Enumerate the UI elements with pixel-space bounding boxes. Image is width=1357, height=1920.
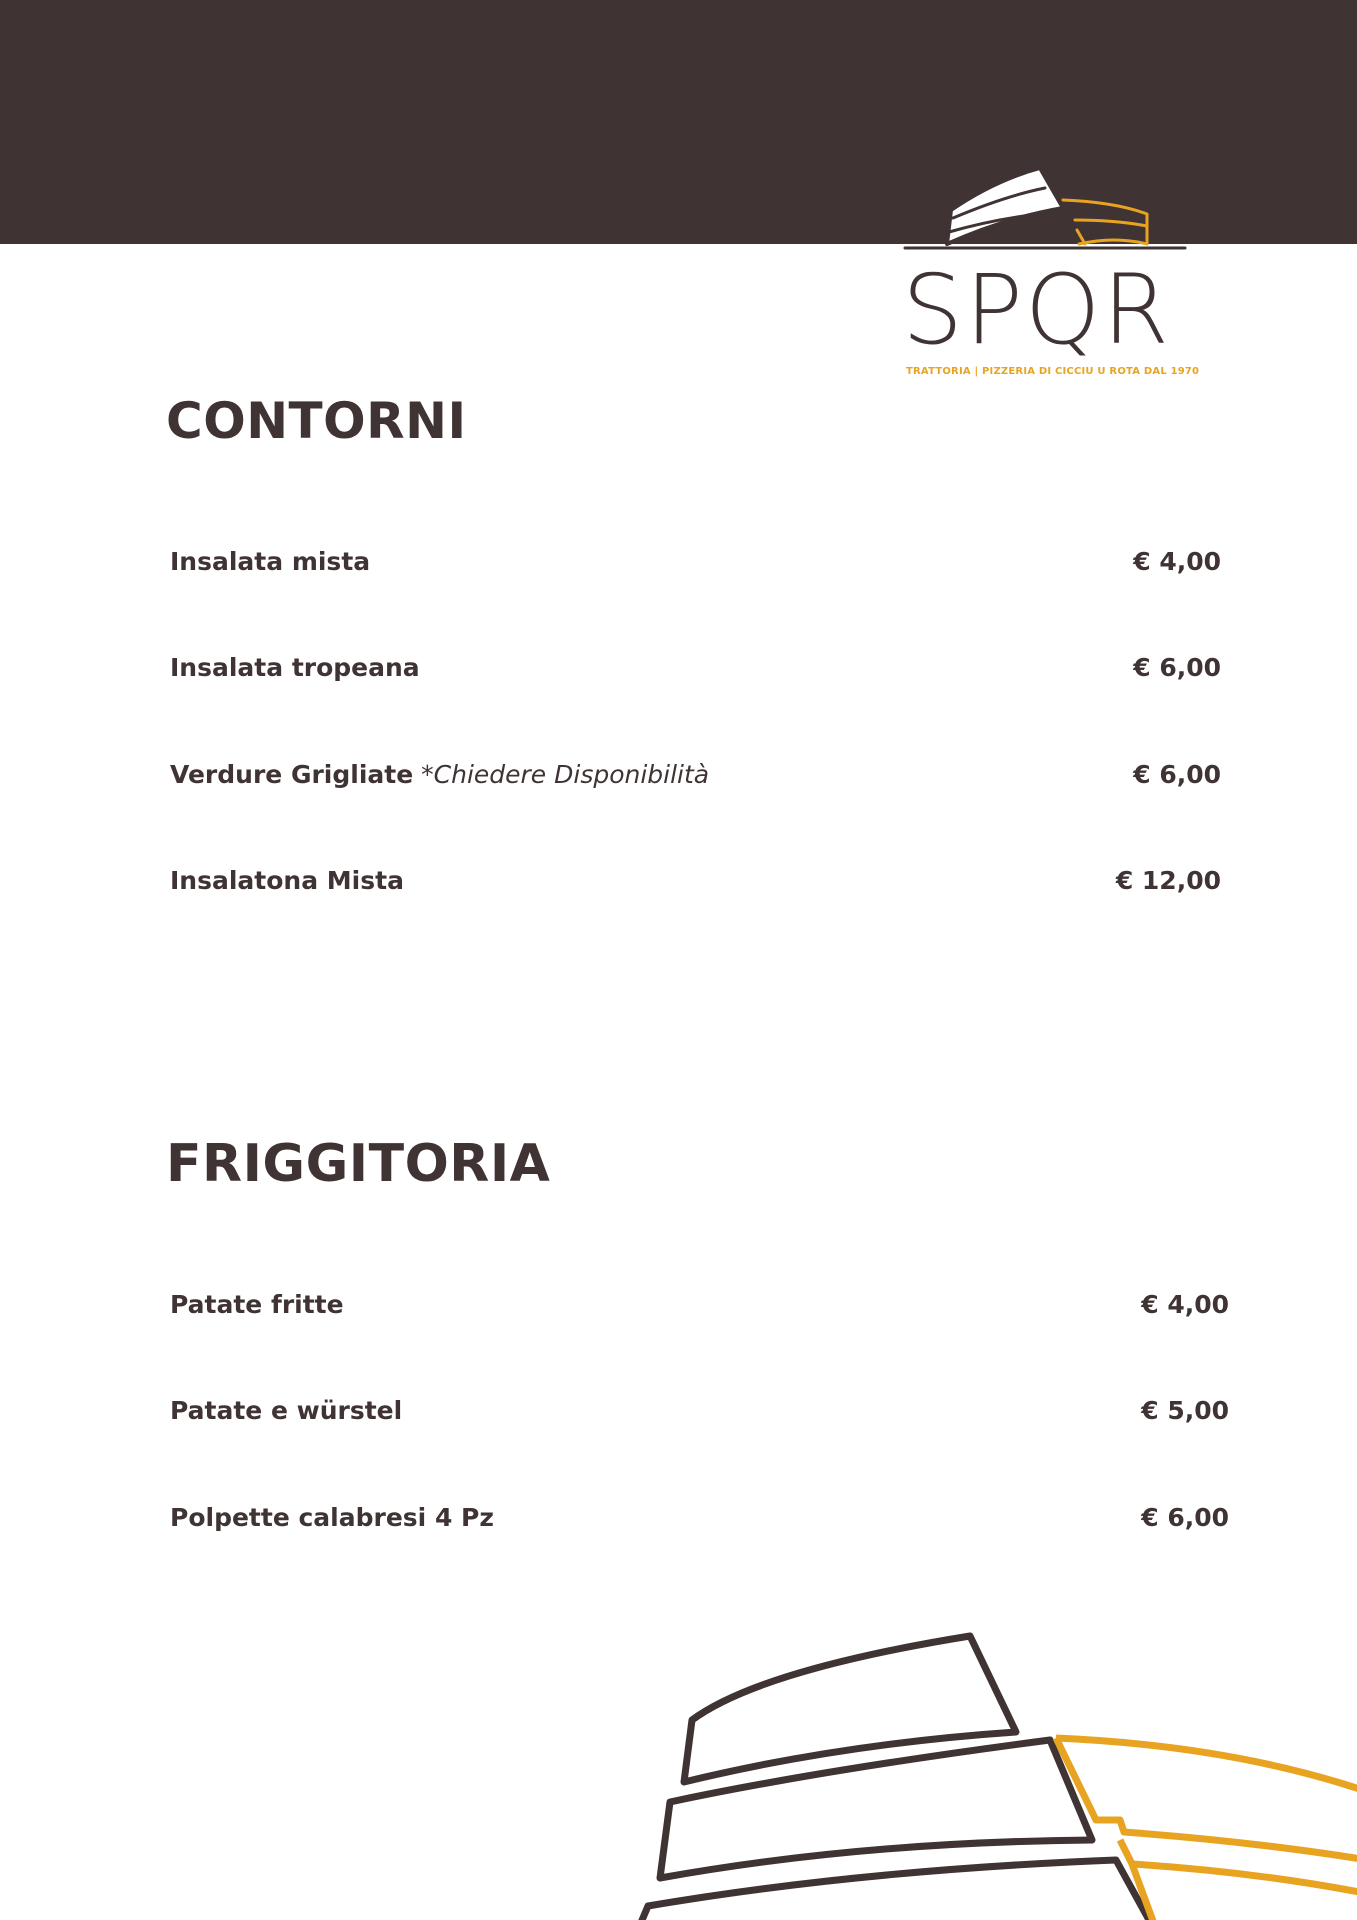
brand-tagline: TRATTORIA | PIZZERIA DI CICCIU U ROTA DAL 1970 [906,366,1200,377]
menu-item [170,1501,494,1535]
menu-item [170,545,370,579]
section-title-contorni: CONTORNI [166,392,467,450]
menu-item-price: € 6,00 [1141,1503,1229,1532]
menu-item-name: Verdure Grigliate [170,760,414,789]
section-title-friggitoria: FRIGGITORIA [166,1134,551,1194]
menu-item-name: Insalata mista [170,547,371,576]
menu-item-price: € 4,00 [1141,1290,1229,1319]
menu-item-price: € 4,00 [1133,547,1221,576]
colosseum-decoration-icon [620,1620,1357,1920]
menu-item-name: Patate e würstel [170,1396,403,1425]
menu-item-price: € 5,00 [1141,1396,1229,1425]
menu-item [170,758,709,792]
brand-logo: SPQR [902,254,1172,366]
colosseum-logo-icon [895,160,1200,260]
menu-item-price: € 12,00 [1115,866,1221,895]
menu-item-name: Insalata tropeana [170,653,420,682]
menu-item-name: Insalatona Mista [170,866,404,895]
menu-item-name: Polpette calabresi 4 Pz [170,1503,494,1532]
menu-item [170,1288,344,1322]
menu-item-price: € 6,00 [1133,653,1221,682]
menu-item-name: Patate fritte [170,1290,344,1319]
menu-item [170,864,404,898]
menu-item-note: *Chiedere Disponibilità [421,760,710,789]
menu-item [170,1394,402,1428]
menu-item [170,651,420,685]
menu-item-price: € 6,00 [1133,760,1221,789]
